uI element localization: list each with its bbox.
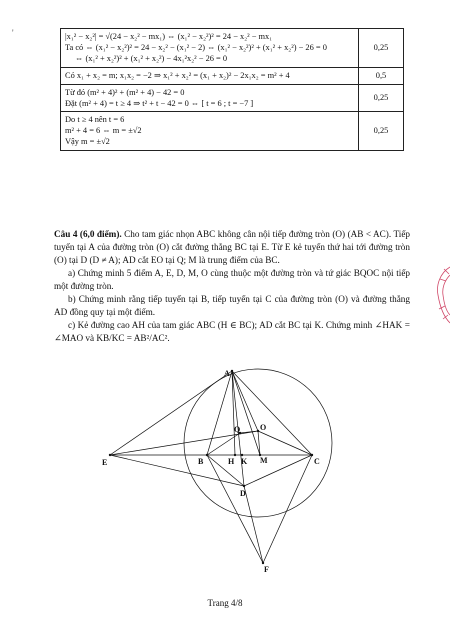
solution-line: Đặt (m² + 4) = t ≥ 4 ⇒ t² + t − 42 = 0 ⇔ [ t = 6 ; t = −7 ] bbox=[65, 98, 254, 108]
solution-line: Do t ≥ 4 nên t = 6 bbox=[65, 115, 125, 125]
corner-mark: ' bbox=[12, 28, 14, 38]
question-part-b: b) Chứng minh rằng tiếp tuyến tại B, tiếp tuyến tại C của đường tròn (O) và đường thẳng AD đồng quy tại một điểm. bbox=[54, 294, 410, 317]
score-cell: 0,25 bbox=[359, 84, 404, 112]
segment-df bbox=[244, 486, 263, 563]
point-d bbox=[243, 485, 245, 487]
label-b: B bbox=[198, 457, 204, 466]
point-c bbox=[311, 454, 313, 456]
label-d: D bbox=[240, 489, 246, 498]
question-heading: Câu 4 (6,0 điểm). bbox=[54, 229, 122, 239]
tangent-ea bbox=[110, 371, 232, 455]
label-q: Q bbox=[234, 425, 241, 434]
segment-bd bbox=[207, 455, 244, 486]
circle-o bbox=[184, 369, 332, 517]
solution-cell bbox=[61, 84, 359, 112]
point-b bbox=[206, 454, 208, 456]
tangent-c bbox=[263, 455, 312, 563]
solution-line: m² + 4 = 6 ⇔ m = ±√2 bbox=[65, 126, 142, 136]
label-m: M bbox=[260, 456, 268, 465]
solution-line: ⇔ (x₁² + x₂²)² + (x₁² + x₂²) − 4x₁²x₂² − 26 = 0 bbox=[75, 53, 228, 63]
question-body: Cho tam giác nhọn ABC không cân nội tiếp đường tròn (O) (AB < AC). Tiếp tuyến tại A của đường tròn (O) cắt đường thẳng BC tại E. Từ E kẻ tuyến thứ hai tới đường tròn (O) tại D (D ≠ A); AD cắt EO tại Q; M là trung điểm của BC. bbox=[54, 229, 410, 265]
point-k bbox=[241, 454, 243, 456]
segment-ab bbox=[207, 371, 232, 455]
label-a: A bbox=[224, 369, 230, 378]
score-cell: 0,25 bbox=[359, 29, 404, 68]
question-part-c: c) Kẻ đường cao AH của tam giác ABC (H ∈ BC); AD cắt BC tại K. Chứng minh ∠HAK = ∠MAO và KB/KC = AB²/AC². bbox=[54, 320, 410, 343]
segment-oc bbox=[258, 431, 312, 455]
solution-line: Vậy m = ±√2 bbox=[65, 137, 110, 147]
solution-line: Ta có ⇔ (x₁² − x₂²)² = 24 − x₂² − (x₁² − 2) ⇔ (x₁² − x₂²)² + (x₁² + x₂²) − 26 = 0 bbox=[65, 42, 327, 52]
table-row bbox=[61, 84, 404, 112]
tangent-b bbox=[207, 455, 263, 563]
solution-line: |x₁² − x₂²| = √(24 − x₂² − mx₁) ⇔ (x₁² − x₂²)² = 24 − x₂² − mx₁ bbox=[65, 32, 273, 41]
point-e bbox=[109, 454, 111, 456]
label-k: K bbox=[241, 457, 248, 466]
page-number: Trang 4/8 bbox=[207, 598, 243, 608]
question-4 bbox=[54, 228, 410, 345]
score-cell: 0,5 bbox=[359, 67, 404, 84]
point-a bbox=[231, 370, 233, 372]
stamp-fragment bbox=[430, 265, 450, 325]
table-row bbox=[61, 29, 404, 68]
question-part-a: a) Chứng minh 5 điểm A, E, D, M, O cùng thuộc một đường tròn và tứ giác BQOC nội tiếp một đường tròn. bbox=[54, 268, 410, 291]
figure-points bbox=[109, 370, 313, 564]
label-c: C bbox=[314, 457, 320, 466]
question-intro bbox=[54, 228, 410, 267]
point-o bbox=[257, 430, 259, 432]
solution-cell bbox=[61, 29, 359, 68]
table-row bbox=[61, 112, 404, 151]
table-row bbox=[61, 67, 404, 84]
solution-line: Có x₁ + x₂ = m; x₁x₂ = −2 ⇒ x₁² + x₂² = (x₁ + x₂)² − 2x₁x₂ = m² + 4 bbox=[65, 70, 290, 80]
label-f: F bbox=[264, 565, 269, 574]
label-o: O bbox=[260, 423, 267, 432]
segment-cd bbox=[244, 455, 312, 486]
segment-ao bbox=[232, 371, 258, 431]
label-e: E bbox=[102, 458, 108, 467]
point-f bbox=[262, 562, 264, 564]
geometry-figure bbox=[100, 368, 350, 583]
tangent-ed bbox=[110, 455, 244, 486]
segment-eo bbox=[110, 431, 258, 455]
solution-line: Từ đó (m² + 4)² + (m² + 4) − 42 = 0 bbox=[65, 87, 185, 97]
solution-cell bbox=[61, 67, 359, 84]
point-h bbox=[234, 454, 236, 456]
grading-table bbox=[60, 28, 404, 151]
score-cell: 0,25 bbox=[359, 112, 404, 151]
segment-ac bbox=[232, 371, 312, 455]
solution-cell bbox=[61, 112, 359, 151]
label-h: H bbox=[228, 457, 235, 466]
